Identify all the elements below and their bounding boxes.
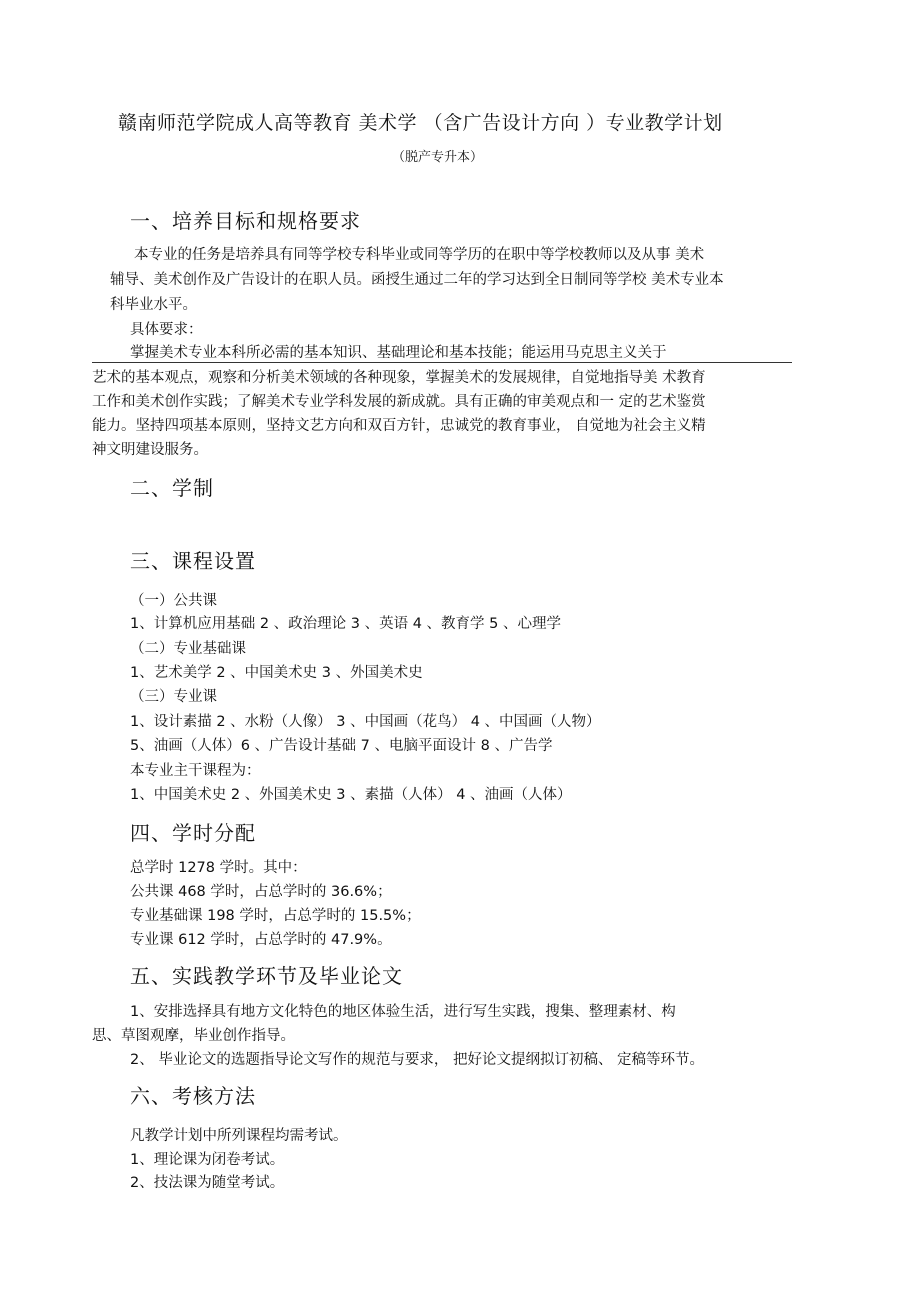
section-3-heading: 三、课程设置	[130, 549, 256, 573]
requirements-line: 神文明建设服务。	[92, 442, 208, 458]
document-subtitle: （脱产专升本）	[392, 150, 484, 165]
basic-courses-label: （二）专业基础课	[130, 641, 246, 657]
requirements-line: 工作和美术创作实践；了解美术专业学科发展的新成就。具有正确的审美观点和一 定的艺术鉴赏	[92, 394, 706, 410]
core-courses-list: 1、中国美术史 2 、外国美术史 3 、素描（人体） 4 、油画（人体）	[130, 787, 572, 803]
major-courses-list: 1、设计素描 2 、水粉（人像） 3 、中国画（花鸟） 4 、中国画（人物）	[130, 714, 601, 730]
requirements-label: 具体要求：	[130, 322, 203, 338]
divider-line	[92, 362, 792, 363]
section-2-heading: 二、学制	[130, 476, 214, 500]
practice-item: 思、草图观摩，毕业创作指导。	[92, 1028, 295, 1044]
hours-public: 公共课 468 学时，占总学时的 36.6%；	[130, 884, 392, 900]
section-1-paragraph-line: 科毕业水平。	[110, 297, 197, 313]
hours-major: 专业课 612 学时，占总学时的 47.9%。	[130, 932, 392, 948]
practice-item: 2、 毕业论文的选题指导论文写作的规范与要求， 把好论文提纲拟订初稿、 定稿等环节。	[130, 1052, 705, 1068]
section-1-heading: 一、培养目标和规格要求	[130, 209, 361, 233]
document-title: 赣南师范学院成人高等教育 美术学 （含广告设计方向 ）专业教学计划	[118, 112, 723, 134]
hours-basic: 专业基础课 198 学时，占总学时的 15.5%；	[130, 908, 421, 924]
major-courses-list: 5、油画（人体）6 、广告设计基础 7 、电脑平面设计 8 、广告学	[130, 738, 553, 754]
basic-courses-list: 1、艺术美学 2 、中国美术史 3 、外国美术史	[130, 665, 423, 681]
requirements-line: 掌握美术专业本科所必需的基本知识、基础理论和基本技能；能运用马克思主义关于	[130, 345, 667, 361]
section-1-paragraph-line: 本专业的任务是培养具有同等学校专科毕业或同等学历的在职中等学校教师以及从事 美术	[134, 247, 705, 263]
assessment-item: 2、技法课为随堂考试。	[130, 1175, 285, 1191]
major-courses-label: （三）专业课	[130, 689, 217, 705]
requirements-line: 艺术的基本观点，观察和分析美术领域的各种现象，掌握美术的发展规律，自觉地指导美 术教育	[92, 370, 706, 386]
requirements-line: 能力。坚持四项基本原则，坚持文艺方向和双百方针，忠诚党的教育事业， 自觉地为社会主义精	[92, 418, 706, 434]
core-courses-label: 本专业主干课程为：	[130, 763, 261, 779]
hours-total: 总学时 1278 学时。其中：	[130, 860, 307, 876]
section-5-heading: 五、实践教学环节及毕业论文	[130, 964, 403, 988]
section-1-paragraph-line: 辅导、美术创作及广告设计的在职人员。函授生通过二年的学习达到全日制同等学校 美术专业本	[110, 272, 724, 288]
public-courses-label: （一）公共课	[130, 593, 217, 609]
practice-item: 1、安排选择具有地方文化特色的地区体验生活，进行写生实践，搜集、整理素材、构	[130, 1004, 676, 1020]
public-courses-list: 1、计算机应用基础 2 、政治理论 3 、英语 4 、教育学 5 、心理学	[130, 616, 561, 632]
assessment-item: 1、理论课为闭卷考试。	[130, 1152, 285, 1168]
section-4-heading: 四、学时分配	[130, 821, 256, 845]
assessment-intro: 凡教学计划中所列课程均需考试。	[130, 1128, 348, 1144]
section-6-heading: 六、考核方法	[130, 1084, 256, 1108]
